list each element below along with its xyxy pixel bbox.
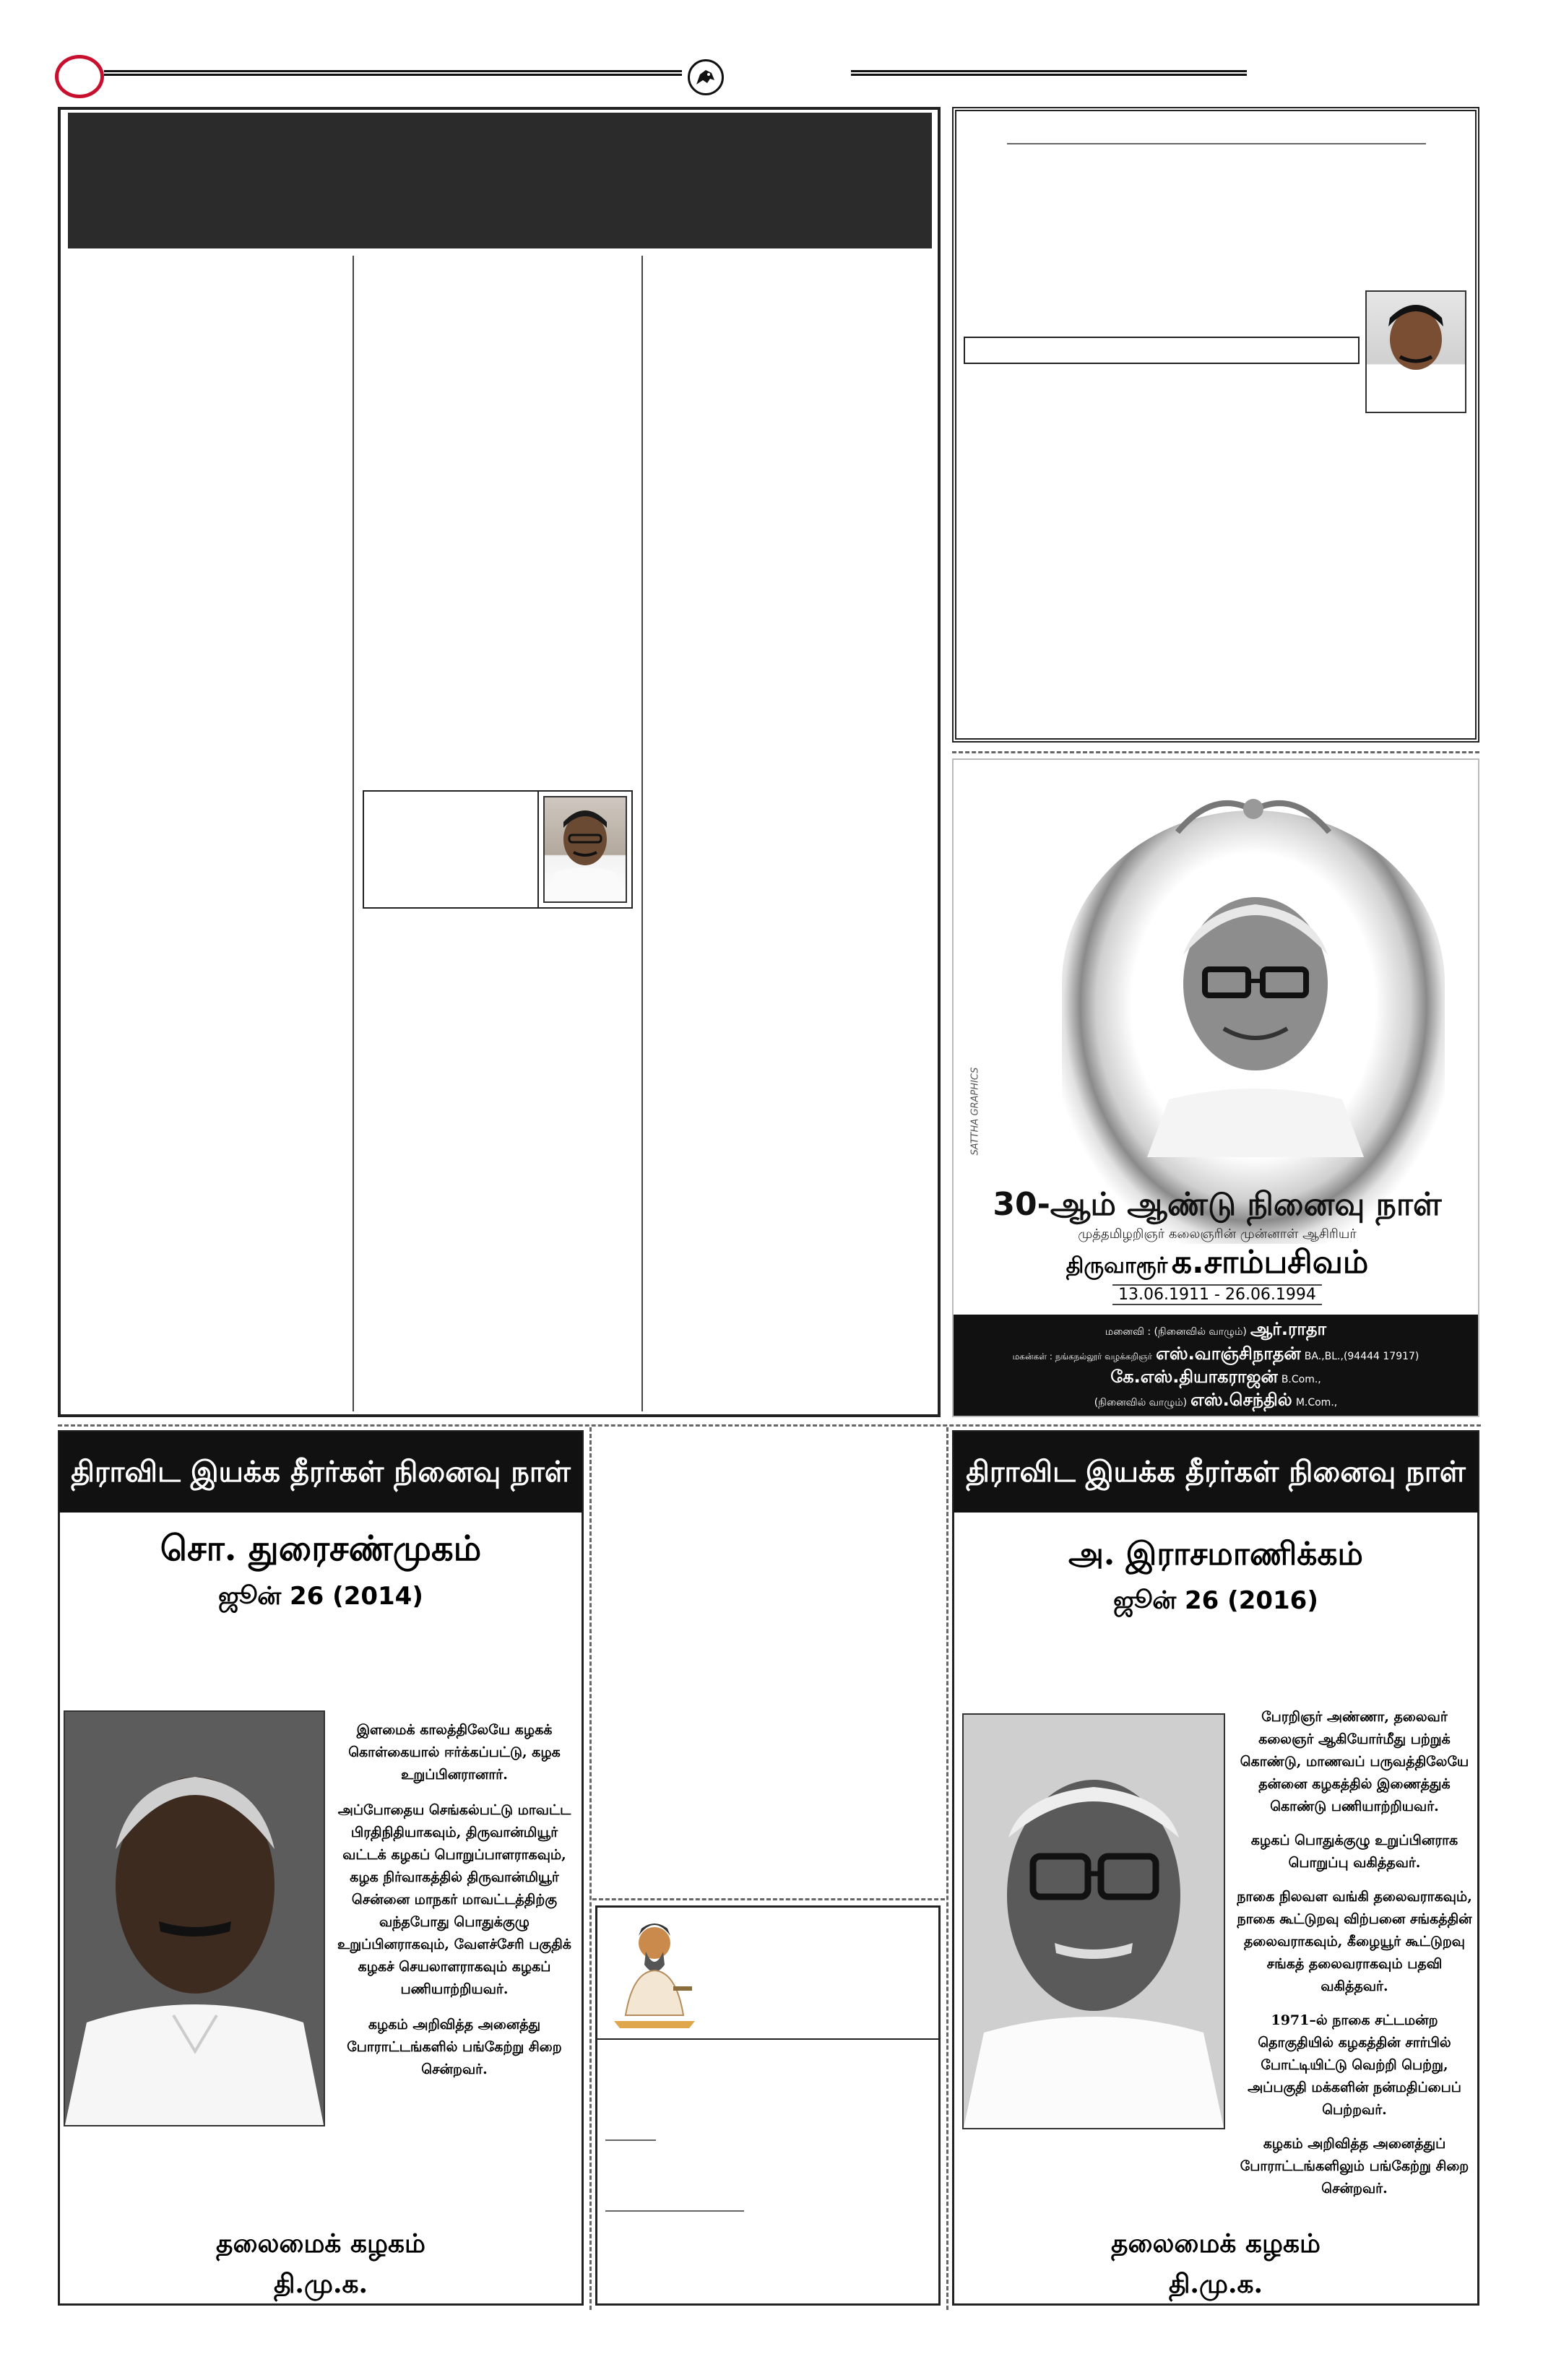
inset-divider — [537, 792, 539, 907]
tribute-paragraph: 1971–ல் நாகை சட்டமன்ற தொகுதியில் கழகத்தின் சார்பில் போட்டியிட்டு வெற்றி பெற்று, அப்பகுதி மக்களின் நன்மதிப்பைப் பெற்றவர். — [1248, 2012, 1461, 2118]
tribute-text-left — [335, 1719, 574, 2081]
tribute-photo-left — [64, 1710, 325, 2126]
sambasivam-portrait-photo — [1133, 868, 1378, 1157]
tribute-paragraph: இளமைக் காலத்திலேயே கழகக் கொள்கையால் ஈர்க்கப்பட்டு, கழக உறுப்பினரானார். — [348, 1722, 561, 1783]
family-line-3: கே.எஸ்.தியாகராஜன் B.Com., — [1110, 1367, 1321, 1387]
header-rule-left — [104, 70, 682, 76]
designer-watermark: SATTHA GRAPHICS — [969, 1067, 981, 1156]
top-right-portrait-photo — [1365, 290, 1466, 413]
tribute-footer-line2: தி.மு.க. — [273, 2269, 368, 2299]
middle-bottom-short-rule — [605, 2139, 656, 2141]
top-right-title-rule — [1007, 143, 1426, 144]
family-line-2: மகன்கள் : நங்கநல்லூர் வழக்கறிஞர் எஸ்.வாஞ்சிநாதன் BA.,BL.,(94444 17917) — [1012, 1343, 1419, 1364]
family-list-panel — [954, 1315, 1478, 1416]
tribute-date-left: ஜூன் 26 (2014) — [218, 1582, 423, 1611]
honoree-name-prefix: திருவாரூர் — [1066, 1253, 1168, 1278]
tribute-footer-line1: தலைமைக் கழகம் — [216, 2228, 425, 2259]
dashed-separator-right — [952, 751, 1479, 753]
tribute-paragraph: கழகம் அறிவித்த அனைத்து போராட்டங்களில் பங்கேற்று சிறை சென்றவர். — [347, 2017, 562, 2077]
top-right-article-frame — [952, 107, 1479, 743]
column-rule-2 — [641, 256, 643, 1411]
tribute-paragraph: கழகப் பொதுக்குழு உறுப்பினராக பொறுப்பு வகித்தவர். — [1250, 1832, 1458, 1871]
tribute-footer-line1: தலைமைக் கழகம் — [1111, 2228, 1321, 2259]
tribute-name-left: சொ. துரைசண்முகம் — [160, 1528, 482, 1569]
memorial-ad-sambasivam — [952, 758, 1479, 1417]
inset-portrait-photo — [543, 796, 627, 903]
middle-bottom-divider — [597, 2038, 939, 2040]
tribute-name-right: அ. இராசமாணிக்கம் — [1068, 1536, 1363, 1572]
honoree-dates: 13.06.1911 - 26.06.1994 — [1112, 1284, 1322, 1305]
page-marker-icon — [55, 55, 104, 98]
tribute-footer-right — [954, 2223, 1478, 2304]
thiruvalluvar-illustration — [604, 1914, 705, 2030]
column-rule-1 — [353, 256, 354, 1411]
dashed-separator-middle — [592, 1898, 945, 1900]
emblem-icon — [688, 59, 724, 95]
ornament-crest-icon — [1170, 789, 1336, 839]
dashed-separator-v1 — [589, 1427, 592, 2310]
middle-bottom-long-rule — [605, 2210, 744, 2212]
tribute-footer-line2: தி.மு.க. — [1168, 2269, 1263, 2299]
tribute-paragraph: நாகை நிலவள வங்கி தலைவராகவும், நாகை கூட்டுறவு விற்பனை சங்கத்தின் தலைவராகவும், கீழையூர் கூட்டுறவு சங்கத் தலைவராகவும் பதவி வகித்தவர். — [1237, 1889, 1472, 1994]
tribute-banner-left: திராவிட இயக்க தீரர்கள் நினைவு நாள் — [59, 1432, 582, 1513]
dashed-separator-v2 — [946, 1427, 948, 2310]
dashed-separator-lower — [58, 1424, 1481, 1427]
tribute-paragraph: கழகம் அறிவித்த அனைத்துப் போராட்டங்களிலும் பங்கேற்று சிறை சென்றவர். — [1240, 2136, 1469, 2197]
tribute-text-right — [1235, 1706, 1474, 2200]
tribute-footer-left — [59, 2223, 582, 2304]
tribute-paragraph: அப்போதைய செங்கல்பட்டு மாவட்ட பிரதிநிதியாகவும், திருவான்மியூர் வட்டக் கழகப் பொறுப்பாளராகவும், கழக நிர்வாகத்தில் திருவான்மியூர் சென்னை மாநகர் மாவட்டத்திற்கு வந்தபோது பொதுக்குழு உறுப்பினராகவும், வேளச்சேரி பகுதிக் கழகச் செயலாளராகவும் கழகப் பணியாற்றியவர். — [337, 1802, 571, 1997]
honoree-name-line — [954, 1244, 1481, 1285]
header-rule-right — [851, 70, 1247, 76]
top-right-caption-box — [964, 337, 1360, 364]
anniversary-headline: 30-ஆம் ஆண்டு நினைவு நாள் — [993, 1186, 1442, 1223]
tribute-banner-right: திராவிட இயக்க தீரர்கள் நினைவு நாள் — [954, 1432, 1478, 1513]
main-article-frame — [58, 107, 941, 1417]
anniversary-subtitle: முத்தமிழறிஞர் கலைஞரின் முன்னாள் ஆசிரியர் — [1078, 1226, 1357, 1242]
article-headline-block — [68, 113, 932, 248]
family-line-4: (நினைவில் வாழும்) எஸ்.செந்தில் M.Com., — [1094, 1390, 1338, 1410]
family-line-1: மனைவி : (நினைவில் வாழும்) ஆர்.ராதா — [1105, 1319, 1327, 1339]
tribute-paragraph: பேரறிஞர் அண்ணா, தலைவர் கலைஞர் ஆகியோர்மீது பற்றுக் கொண்டு, மாணவப் பருவத்திலேயே தன்னை கழகத்தில் இணைத்துக் கொண்டு பணியாற்றியவர். — [1240, 1709, 1469, 1814]
tribute-photo-right — [962, 1713, 1225, 2129]
tribute-date-right: ஜூன் 26 (2016) — [1113, 1586, 1318, 1615]
honoree-name: க.சாம்பசிவம் — [1171, 1244, 1369, 1281]
